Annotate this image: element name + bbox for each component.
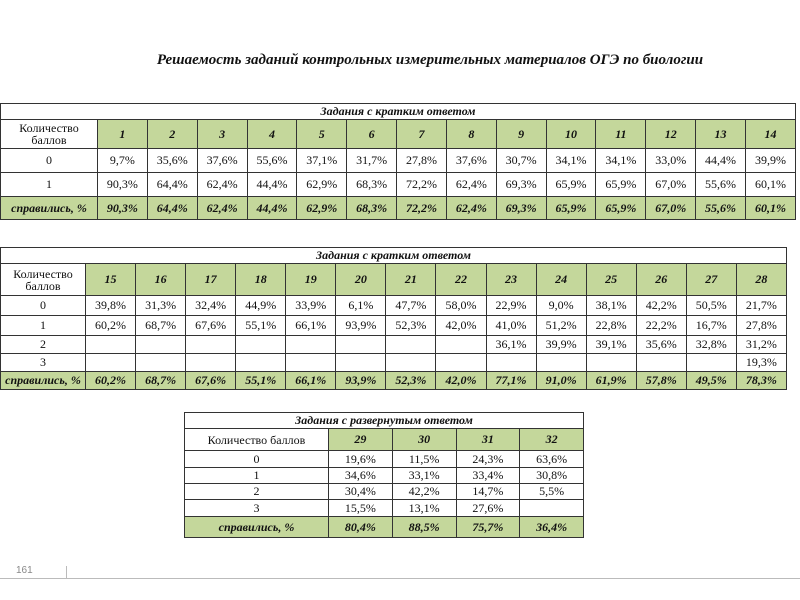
task-number-header: 1 bbox=[98, 120, 148, 149]
percent-cell: 33,0% bbox=[646, 149, 696, 173]
percent-cell: 69,3% bbox=[496, 173, 546, 197]
score-row bbox=[1, 149, 796, 173]
header-row bbox=[1, 264, 787, 296]
percent-cell: 60,1% bbox=[745, 173, 795, 197]
score-label: 0 bbox=[1, 149, 98, 173]
task-number-header: 19 bbox=[286, 264, 336, 296]
task-number-header: 26 bbox=[636, 264, 686, 296]
task-number-header: 28 bbox=[736, 264, 786, 296]
percent-cell: 39,9% bbox=[745, 149, 795, 173]
percent-cell: 62,4% bbox=[197, 173, 247, 197]
score-label: 0 bbox=[1, 296, 86, 316]
percent-cell: 55,6% bbox=[696, 173, 746, 197]
total-percent-cell: 66,1% bbox=[286, 372, 336, 390]
task-number-header: 21 bbox=[386, 264, 436, 296]
percent-cell: 35,6% bbox=[147, 149, 197, 173]
percent-cell: 66,1% bbox=[286, 316, 336, 336]
total-percent-cell: 60,2% bbox=[86, 372, 136, 390]
percent-cell bbox=[286, 354, 336, 372]
score-row bbox=[1, 354, 787, 372]
task-number-header: 20 bbox=[336, 264, 386, 296]
percent-cell: 34,6% bbox=[329, 468, 393, 484]
percent-cell bbox=[236, 354, 286, 372]
percent-cell: 93,9% bbox=[336, 316, 386, 336]
score-label: 1 bbox=[185, 468, 329, 484]
score-label: 2 bbox=[185, 484, 329, 500]
task-number-header: 30 bbox=[392, 429, 456, 451]
total-percent-cell: 60,1% bbox=[745, 197, 795, 220]
percent-cell: 31,2% bbox=[736, 336, 786, 354]
percent-cell: 51,2% bbox=[536, 316, 586, 336]
short-answer-table-1 bbox=[0, 103, 796, 220]
percent-cell bbox=[686, 354, 736, 372]
total-percent-cell: 64,4% bbox=[147, 197, 197, 220]
task-number-header: 4 bbox=[247, 120, 297, 149]
percent-cell bbox=[136, 354, 186, 372]
percent-cell: 35,6% bbox=[636, 336, 686, 354]
task-number-header: 32 bbox=[520, 429, 584, 451]
extended-answer-table bbox=[184, 412, 584, 538]
task-number-header: 15 bbox=[86, 264, 136, 296]
total-percent-cell: 62,4% bbox=[197, 197, 247, 220]
total-percent-cell: 68,7% bbox=[136, 372, 186, 390]
total-percent-cell: 67,6% bbox=[186, 372, 236, 390]
percent-cell bbox=[536, 354, 586, 372]
score-label: 2 bbox=[1, 336, 86, 354]
percent-cell: 55,1% bbox=[236, 316, 286, 336]
total-percent-cell: 61,9% bbox=[586, 372, 636, 390]
percent-cell: 60,2% bbox=[86, 316, 136, 336]
table-caption: Задания с кратким ответом bbox=[1, 248, 787, 264]
total-percent-cell: 80,4% bbox=[329, 517, 393, 538]
footer-divider-tick bbox=[66, 566, 67, 578]
header-row bbox=[185, 429, 584, 451]
percent-cell: 19,3% bbox=[736, 354, 786, 372]
percent-cell: 27,6% bbox=[456, 500, 520, 517]
task-number-header: 13 bbox=[696, 120, 746, 149]
percent-cell: 15,5% bbox=[329, 500, 393, 517]
total-percent-cell: 55,1% bbox=[236, 372, 286, 390]
percent-cell: 24,3% bbox=[456, 451, 520, 468]
total-percent-cell: 67,0% bbox=[646, 197, 696, 220]
total-percent-cell: 55,6% bbox=[696, 197, 746, 220]
total-percent-cell: 91,0% bbox=[536, 372, 586, 390]
percent-cell: 14,7% bbox=[456, 484, 520, 500]
percent-cell: 31,3% bbox=[136, 296, 186, 316]
task-number-header: 11 bbox=[596, 120, 646, 149]
percent-cell: 44,4% bbox=[247, 173, 297, 197]
total-label: справились, % bbox=[185, 517, 329, 538]
percent-cell bbox=[386, 354, 436, 372]
percent-cell: 90,3% bbox=[98, 173, 148, 197]
percent-cell: 36,1% bbox=[486, 336, 536, 354]
percent-cell: 68,7% bbox=[136, 316, 186, 336]
percent-cell: 39,8% bbox=[86, 296, 136, 316]
task-number-header: 23 bbox=[486, 264, 536, 296]
total-percent-cell: 65,9% bbox=[596, 197, 646, 220]
score-label: 3 bbox=[1, 354, 86, 372]
percent-cell bbox=[436, 336, 486, 354]
table-caption: Задания с развернутым ответом bbox=[185, 413, 584, 429]
score-label: 1 bbox=[1, 316, 86, 336]
percent-cell: 33,1% bbox=[392, 468, 456, 484]
task-number-header: 7 bbox=[397, 120, 447, 149]
page-title: Решаемость заданий контрольных измерительных материалов ОГЭ по биологии bbox=[156, 52, 704, 68]
percent-cell: 62,9% bbox=[297, 173, 347, 197]
total-row bbox=[1, 372, 787, 390]
percent-cell bbox=[186, 336, 236, 354]
total-percent-cell: 68,3% bbox=[347, 197, 397, 220]
percent-cell: 16,7% bbox=[686, 316, 736, 336]
percent-cell: 27,8% bbox=[397, 149, 447, 173]
task-number-header: 9 bbox=[496, 120, 546, 149]
percent-cell: 30,8% bbox=[520, 468, 584, 484]
task-number-header: 31 bbox=[456, 429, 520, 451]
percent-cell: 65,9% bbox=[596, 173, 646, 197]
percent-cell: 34,1% bbox=[546, 149, 596, 173]
score-row bbox=[185, 468, 584, 484]
percent-cell: 52,3% bbox=[386, 316, 436, 336]
total-percent-cell: 57,8% bbox=[636, 372, 686, 390]
percent-cell: 44,4% bbox=[696, 149, 746, 173]
percent-cell: 72,2% bbox=[397, 173, 447, 197]
task-number-header: 24 bbox=[536, 264, 586, 296]
percent-cell: 44,9% bbox=[236, 296, 286, 316]
total-percent-cell: 72,2% bbox=[397, 197, 447, 220]
task-number-header: 3 bbox=[197, 120, 247, 149]
total-percent-cell: 44,4% bbox=[247, 197, 297, 220]
task-number-header: 6 bbox=[347, 120, 397, 149]
percent-cell bbox=[386, 336, 436, 354]
score-row bbox=[185, 451, 584, 468]
percent-cell: 42,0% bbox=[436, 316, 486, 336]
percent-cell: 9,7% bbox=[98, 149, 148, 173]
task-number-header: 5 bbox=[297, 120, 347, 149]
score-row bbox=[185, 500, 584, 517]
total-percent-cell: 52,3% bbox=[386, 372, 436, 390]
percent-cell: 19,6% bbox=[329, 451, 393, 468]
task-number-header: 16 bbox=[136, 264, 186, 296]
task-number-header: 29 bbox=[329, 429, 393, 451]
footer-divider bbox=[0, 578, 800, 579]
score-label: 3 bbox=[185, 500, 329, 517]
percent-cell: 64,4% bbox=[147, 173, 197, 197]
caption-row bbox=[1, 104, 796, 120]
percent-cell: 42,2% bbox=[636, 296, 686, 316]
page-number: 161 bbox=[16, 565, 33, 576]
score-row bbox=[1, 336, 787, 354]
percent-cell: 37,1% bbox=[297, 149, 347, 173]
percent-cell bbox=[520, 500, 584, 517]
percent-cell: 22,2% bbox=[636, 316, 686, 336]
total-percent-cell: 69,3% bbox=[496, 197, 546, 220]
total-percent-cell: 77,1% bbox=[486, 372, 536, 390]
header-row bbox=[1, 120, 796, 149]
row-header-label: Количество баллов bbox=[1, 120, 98, 149]
percent-cell: 67,6% bbox=[186, 316, 236, 336]
caption-row bbox=[1, 248, 787, 264]
percent-cell bbox=[236, 336, 286, 354]
task-number-header: 17 bbox=[186, 264, 236, 296]
percent-cell: 58,0% bbox=[436, 296, 486, 316]
percent-cell: 11,5% bbox=[392, 451, 456, 468]
percent-cell: 21,7% bbox=[736, 296, 786, 316]
percent-cell: 31,7% bbox=[347, 149, 397, 173]
total-row bbox=[1, 197, 796, 220]
total-percent-cell: 75,7% bbox=[456, 517, 520, 538]
percent-cell bbox=[286, 336, 336, 354]
total-percent-cell: 62,4% bbox=[446, 197, 496, 220]
percent-cell bbox=[586, 354, 636, 372]
total-percent-cell: 62,9% bbox=[297, 197, 347, 220]
percent-cell: 9,0% bbox=[536, 296, 586, 316]
task-number-header: 8 bbox=[446, 120, 496, 149]
percent-cell: 38,1% bbox=[586, 296, 636, 316]
task-number-header: 18 bbox=[236, 264, 286, 296]
percent-cell bbox=[136, 336, 186, 354]
task-number-header: 10 bbox=[546, 120, 596, 149]
total-row bbox=[185, 517, 584, 538]
percent-cell: 32,8% bbox=[686, 336, 736, 354]
percent-cell: 67,0% bbox=[646, 173, 696, 197]
short-answer-table-2 bbox=[0, 247, 787, 390]
percent-cell: 50,5% bbox=[686, 296, 736, 316]
percent-cell bbox=[636, 354, 686, 372]
percent-cell: 39,1% bbox=[586, 336, 636, 354]
percent-cell: 68,3% bbox=[347, 173, 397, 197]
total-percent-cell: 88,5% bbox=[392, 517, 456, 538]
percent-cell: 22,8% bbox=[586, 316, 636, 336]
score-row bbox=[1, 316, 787, 336]
score-label: 0 bbox=[185, 451, 329, 468]
percent-cell: 13,1% bbox=[392, 500, 456, 517]
total-percent-cell: 93,9% bbox=[336, 372, 386, 390]
percent-cell: 42,2% bbox=[392, 484, 456, 500]
percent-cell: 22,9% bbox=[486, 296, 536, 316]
percent-cell: 39,9% bbox=[536, 336, 586, 354]
total-percent-cell: 49,5% bbox=[686, 372, 736, 390]
task-number-header: 14 bbox=[745, 120, 795, 149]
total-percent-cell: 42,0% bbox=[436, 372, 486, 390]
percent-cell: 55,6% bbox=[247, 149, 297, 173]
total-label: справились, % bbox=[1, 372, 86, 390]
percent-cell bbox=[86, 354, 136, 372]
task-number-header: 2 bbox=[147, 120, 197, 149]
percent-cell bbox=[436, 354, 486, 372]
task-number-header: 12 bbox=[646, 120, 696, 149]
score-row bbox=[185, 484, 584, 500]
percent-cell: 33,9% bbox=[286, 296, 336, 316]
percent-cell bbox=[336, 354, 386, 372]
score-label: 1 bbox=[1, 173, 98, 197]
percent-cell: 37,6% bbox=[197, 149, 247, 173]
percent-cell bbox=[186, 354, 236, 372]
percent-cell: 32,4% bbox=[186, 296, 236, 316]
percent-cell bbox=[336, 336, 386, 354]
percent-cell: 5,5% bbox=[520, 484, 584, 500]
percent-cell: 30,7% bbox=[496, 149, 546, 173]
percent-cell: 34,1% bbox=[596, 149, 646, 173]
task-number-header: 25 bbox=[586, 264, 636, 296]
row-header-label: Количество баллов bbox=[1, 264, 86, 296]
percent-cell: 27,8% bbox=[736, 316, 786, 336]
score-row bbox=[1, 296, 787, 316]
caption-row bbox=[185, 413, 584, 429]
percent-cell: 6,1% bbox=[336, 296, 386, 316]
percent-cell: 63,6% bbox=[520, 451, 584, 468]
percent-cell: 37,6% bbox=[446, 149, 496, 173]
percent-cell: 47,7% bbox=[386, 296, 436, 316]
total-label: справились, % bbox=[1, 197, 98, 220]
task-number-header: 27 bbox=[686, 264, 736, 296]
percent-cell: 65,9% bbox=[546, 173, 596, 197]
score-row bbox=[1, 173, 796, 197]
total-percent-cell: 78,3% bbox=[736, 372, 786, 390]
percent-cell bbox=[486, 354, 536, 372]
total-percent-cell: 90,3% bbox=[98, 197, 148, 220]
total-percent-cell: 36,4% bbox=[520, 517, 584, 538]
percent-cell: 62,4% bbox=[446, 173, 496, 197]
table-caption: Задания с кратким ответом bbox=[1, 104, 796, 120]
task-number-header: 22 bbox=[436, 264, 486, 296]
total-percent-cell: 65,9% bbox=[546, 197, 596, 220]
row-header-label: Количество баллов bbox=[185, 429, 329, 451]
percent-cell: 30,4% bbox=[329, 484, 393, 500]
percent-cell: 33,4% bbox=[456, 468, 520, 484]
percent-cell bbox=[86, 336, 136, 354]
percent-cell: 41,0% bbox=[486, 316, 536, 336]
